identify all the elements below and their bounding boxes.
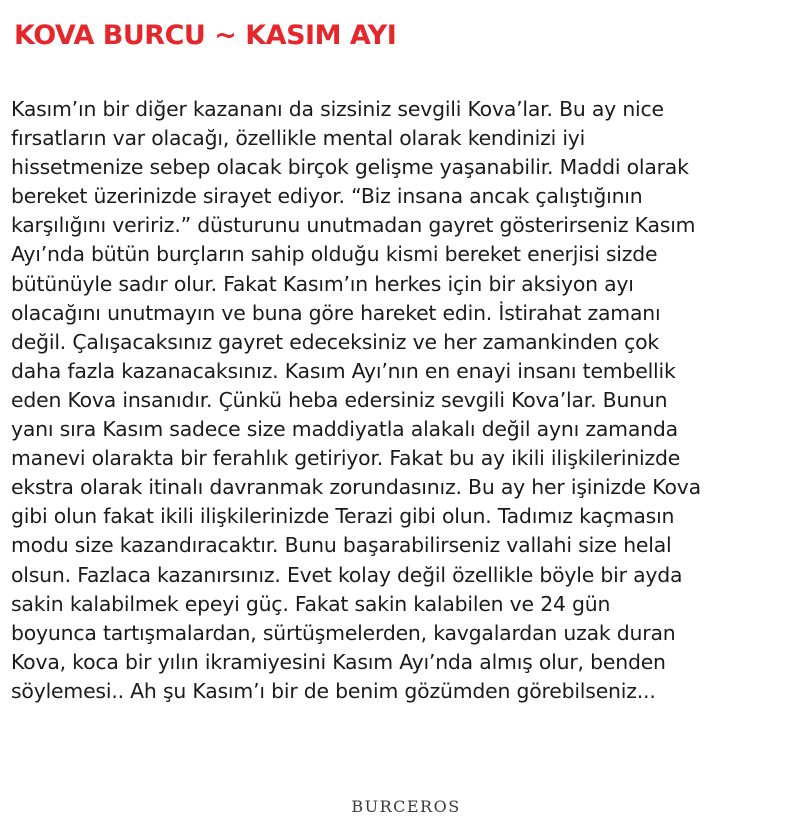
article-line: olacağını unutmayın ve buna göre hareket edin. İstirahat zamanı <box>11 300 661 325</box>
article-line: yanı sıra Kasım sadece size maddiyatla alakalı değil aynı zamanda <box>11 417 678 442</box>
article-line: eden Kova insanıdır. Çünkü heba edersiniz sevgili Kova’lar. Bunun <box>11 387 668 412</box>
page-title: KOVA BURCU ~ KASIM AYI <box>14 20 397 51</box>
brand-footer: BURCEROS <box>351 797 461 816</box>
article-line: hissetmenize sebep olacak birçok gelişme yaşanabilir. Maddi olarak <box>11 155 689 180</box>
article-line: bütünüyle sadır olur. Fakat Kasım’ın herkes için bir aksiyon ayı <box>11 271 634 296</box>
article-line: manevi olarakta bir ferahlık getiriyor. Fakat bu ay ikili ilişkilerinizde <box>11 446 681 471</box>
article-body <box>11 95 811 706</box>
article-line: sakin kalabilmek epeyi güç. Fakat sakin kalabilen ve 24 gün <box>11 591 611 616</box>
article-line: olsun. Fazlaca kazanırsınız. Evet kolay değil özellikle böyle bir ayda <box>11 562 683 587</box>
article-line: Ayı’nda bütün burçların sahip olduğu kismi bereket enerjisi sizde <box>11 242 658 267</box>
article-line: modu size kazandıracaktır. Bunu başarabilirseniz vallahi size helal <box>11 533 672 558</box>
article-line: daha fazla kazanacaksınız. Kasım Ayı’nın en enayi insanı tembellik <box>11 358 676 383</box>
article-line: bereket üzerinizde sirayet ediyor. “Biz insana ancak çalıştığının <box>11 184 643 209</box>
article-line: boyunca tartışmalardan, sürtüşmelerden, kavgalardan uzak duran <box>11 620 676 645</box>
article-line: karşılığını veririz.” düsturunu unutmadan gayret gösterirseniz Kasım <box>11 213 696 238</box>
article-line: Kova, koca bir yılın ikramiyesini Kasım Ayı’nda almış olur, benden <box>11 649 666 674</box>
article-line: fırsatların var olacağı, özellikle mental olarak kendinizi iyi <box>11 126 586 151</box>
article-line: değil. Çalışacaksınız gayret edeceksiniz ve her zamankinden çok <box>11 329 659 354</box>
article-line: gibi olun fakat ikili ilişkilerinizde Terazi gibi olun. Tadımız kaçmasın <box>11 504 675 529</box>
article-line: Kasım’ın bir diğer kazananı da sizsiniz sevgili Kova’lar. Bu ay nice <box>11 97 664 121</box>
article-line: ekstra olarak itinalı davranmak zorundasınız. Bu ay her işinizde Kova <box>11 475 701 500</box>
article-line: söylemesi.. Ah şu Kasım’ı bir de benim gözümden görebilseniz... <box>11 678 656 703</box>
